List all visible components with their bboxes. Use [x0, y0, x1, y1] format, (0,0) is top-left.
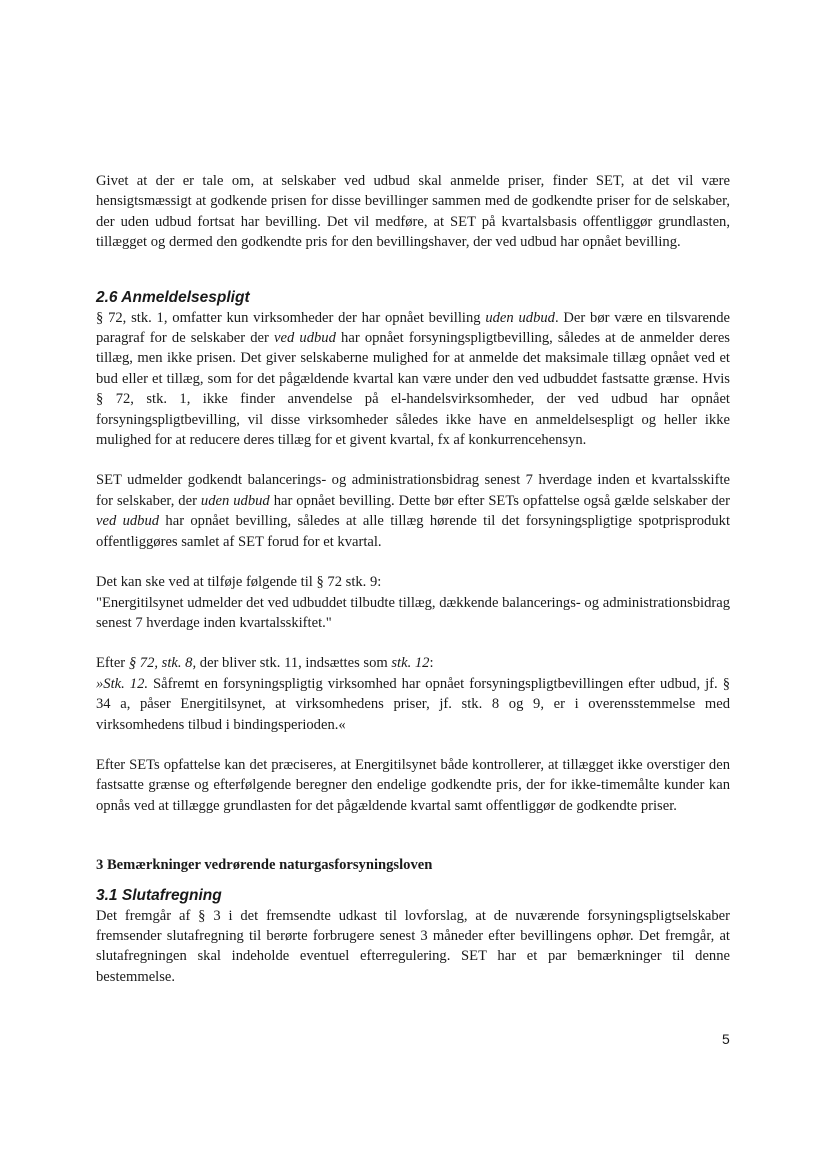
- paragraph-2-6-2: SET udmelder godkendt balancerings- og administrationsbidrag senest 7 hverdage inden et kvartalsskifte for selskaber, der uden udbud har opnået bevilling. Dette bør efter SETs opfattelse også gælde selskaber der ved udbud har opnået bevilling, således at alle tillæg hørende til det forsyningspligtige spotprisprodukt offentliggøres samlet af SET forud for et kvartal.: [96, 472, 730, 550]
- page-number: 5: [722, 1031, 730, 1047]
- paragraph-2-6-5: Efter SETs opfattelse kan det præciseres, at Energitilsynet både kontrollerer, at tillægget ikke overstiger den fastsatte grænse og efterfølgende beregner den endelige godkendte pris, der for ikke-timemålte kunder kan opnås ved at tillægge grundlasten for det pågældende kvartal samt offentliggør de godkendte priser.: [96, 756, 730, 814]
- paragraph-2-6-3-intro: Det kan ske ved at tilføje følgende til § 72 stk. 9:: [96, 574, 382, 591]
- document-page: [96, 171, 730, 987]
- paragraph-2-6-4-intro: Efter § 72, stk. 8, der bliver stk. 11, indsættes som stk. 12:: [96, 655, 434, 672]
- paragraph-2-6-4-amendment: »Stk. 12. Såfremt en forsyningspligtig virksomhed har opnået forsyningspligtbevillingen efter udbud, jf. § 34 a, påser Energitilsynet, at virksomhedens priser, jf. stk. 8 og 9, er i overensstemmelse med virksomhedens tilbud i bindingsperioden.«: [96, 675, 730, 733]
- intro-paragraph: Givet at der er tale om, at selskaber ved udbud skal anmelde priser, finder SET, at det vil være hensigtsmæssigt at godkende prisen for disse bevillinger sammen med de godkendte priser for de selskaber, der uden udbud fortsat har bevilling. Det vil medføre, at SET på kvartalsbasis offentliggør grundlasten, tillægget og dermed den godkendte pris for den bevillingshaver, der ved udbud har opnået bevilling.: [96, 173, 730, 251]
- paragraph-3-1-1: Det fremgår af § 3 i det fremsendte udkast til lovforslag, at de nuværende forsyningspligtselskaber fremsender slutafregning til berørte forbrugere senest 3 måneder efter bevillingens ophør. Det fremgår, at slutafregningen skal indeholde eventuel efterregulering. SET har et par bemærkninger til denne bestemmelse.: [96, 907, 730, 985]
- paragraph-2-6-3-quote: "Energitilsynet udmelder det ved udbuddet tilbudte tillæg, dækkende balancerings- og administrationsbidrag senest 7 hverdage inden kvartalsskiftet.": [96, 594, 730, 631]
- section-heading-3-1: 3.1 Slutafregning: [96, 886, 222, 904]
- section-heading-2-6: 2.6 Anmeldelsespligt: [96, 288, 250, 306]
- paragraph-2-6-1: § 72, stk. 1, omfatter kun virksomheder der har opnået bevilling uden udbud. Der bør være en tilsvarende paragraf for de selskaber der ved udbud har opnået forsyningspligtbevilling, således at de anmelder deres tillæg, men ikke prisen. Det giver selskaberne mulighed for at anmelde det maksimale tillæg opnået ved et bud eller et tillæg, som for det pågældende kvartal kan være under den ved udbuddet fastsatte grænse. Hvis § 72, stk. 1, ikke finder anvendelse på el-handelsvirksomheder, der ved udbud har opnået forsyningspligtbevilling, vil disse virksomheder således ikke have en anmeldelsespligt og heller ikke mulighed for at reducere deres tillæg for et givent kvartal, fx af konkurrencehensyn.: [96, 309, 730, 449]
- section-heading-3: 3 Bemærkninger vedrørende naturgasforsyningsloven: [96, 857, 433, 874]
